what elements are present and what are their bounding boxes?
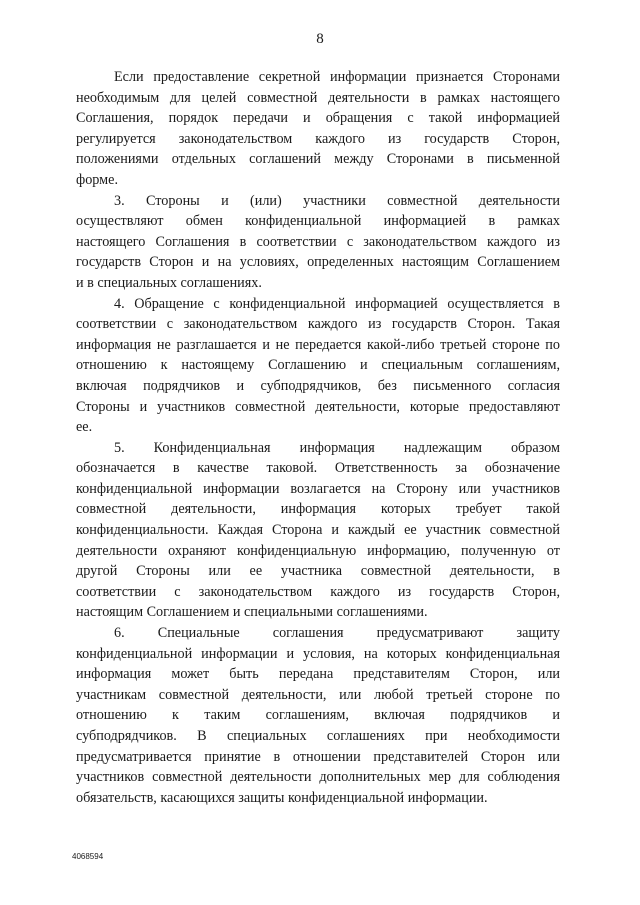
text-line: предусматривается принятие в отношении представителей Сторон или: [76, 748, 560, 765]
text-line: включая подрядчиков и субподрядчиков, без письменного согласия: [76, 377, 560, 394]
text-line: необходимым для целей совместной деятельности в рамках настоящего: [76, 89, 560, 106]
paragraph: [76, 294, 560, 438]
text-line: участников совместной деятельности дополнительных мер для соблюдения: [76, 769, 560, 786]
text-line: обязательств, касающихся защиты конфиденциальной информации.: [76, 789, 488, 806]
text-line: Если предоставление секретной информации признается Сторонами: [114, 69, 560, 85]
text-line: субподрядчиков. В специальных соглашениях при необходимости: [76, 728, 560, 744]
text-line: осуществляют обмен конфиденциальной информацией в рамках: [76, 213, 560, 230]
text-line: отношению к таким соглашениям, включая подрядчиков и: [76, 707, 560, 724]
paragraph: [76, 67, 560, 191]
text-line: государств Сторон и на условиях, определенных настоящим Соглашением: [76, 254, 560, 271]
text-line: положениями отдельных соглашений между Сторонами в письменной: [76, 151, 560, 168]
text-line: 5. Конфиденциальная информация надлежащим образом: [114, 439, 560, 456]
text-line: другой Стороны или ее участника совместной деятельности, в: [76, 563, 560, 580]
document-id: 4068594: [72, 852, 104, 861]
paragraph: [76, 438, 560, 623]
text-line: 4. Обращение с конфиденциальной информацией осуществляется в: [114, 295, 560, 312]
text-line: конфиденциальной информации и условия, на которых конфиденциальная: [76, 645, 560, 662]
text-line: отношению к настоящему Соглашению и специальным соглашениям,: [76, 357, 560, 374]
text-line: ее.: [76, 419, 93, 436]
text-line: 3. Стороны и (или) участники совместной деятельности: [114, 192, 560, 209]
text-line: конфиденциальности. Каждая Сторона и каждый ее участник совместной: [76, 522, 560, 539]
text-line: настоящим Соглашением и специальными соглашениями.: [76, 604, 428, 621]
text-line: информация не разглашается и не передается какой-либо третьей стороне по: [76, 336, 560, 353]
text-line: Соглашения, порядок передачи и обращения с такой информацией: [76, 110, 560, 127]
text-line: и в специальных соглашениях.: [76, 274, 262, 291]
text-line: совместной деятельности, информация которых требует такой: [76, 501, 560, 518]
text-line: 6. Специальные соглашения предусматривают защиту: [114, 625, 560, 642]
page-number: 8: [316, 31, 324, 47]
text-line: обозначается в качестве таковой. Ответственность за обозначение: [76, 460, 560, 477]
paragraph: [76, 623, 560, 808]
text-line: соответствии с законодательством каждого из государств Сторон. Такая: [76, 316, 560, 333]
text-line: форме.: [76, 171, 118, 188]
document-body: [76, 67, 560, 808]
text-line: конфиденциальной информации возлагается на Сторону или участников: [76, 480, 560, 497]
text-line: Стороны и участников совместной деятельности, которые предоставляют: [76, 398, 560, 415]
text-line: участникам совместной деятельности, или любой третьей стороне по: [76, 686, 560, 703]
text-line: соответствии с законодательством каждого из государств Сторон,: [76, 583, 560, 600]
text-line: информация может быть передана представителям Сторон, или: [76, 666, 560, 683]
text-line: регулируется законодательством каждого из государств Сторон,: [76, 130, 560, 147]
paragraph: [76, 191, 560, 294]
text-line: деятельности охраняют конфиденциальную информацию, полученную от: [76, 542, 560, 559]
text-line: настоящего Соглашения в соответствии с законодательством каждого из: [76, 233, 560, 250]
